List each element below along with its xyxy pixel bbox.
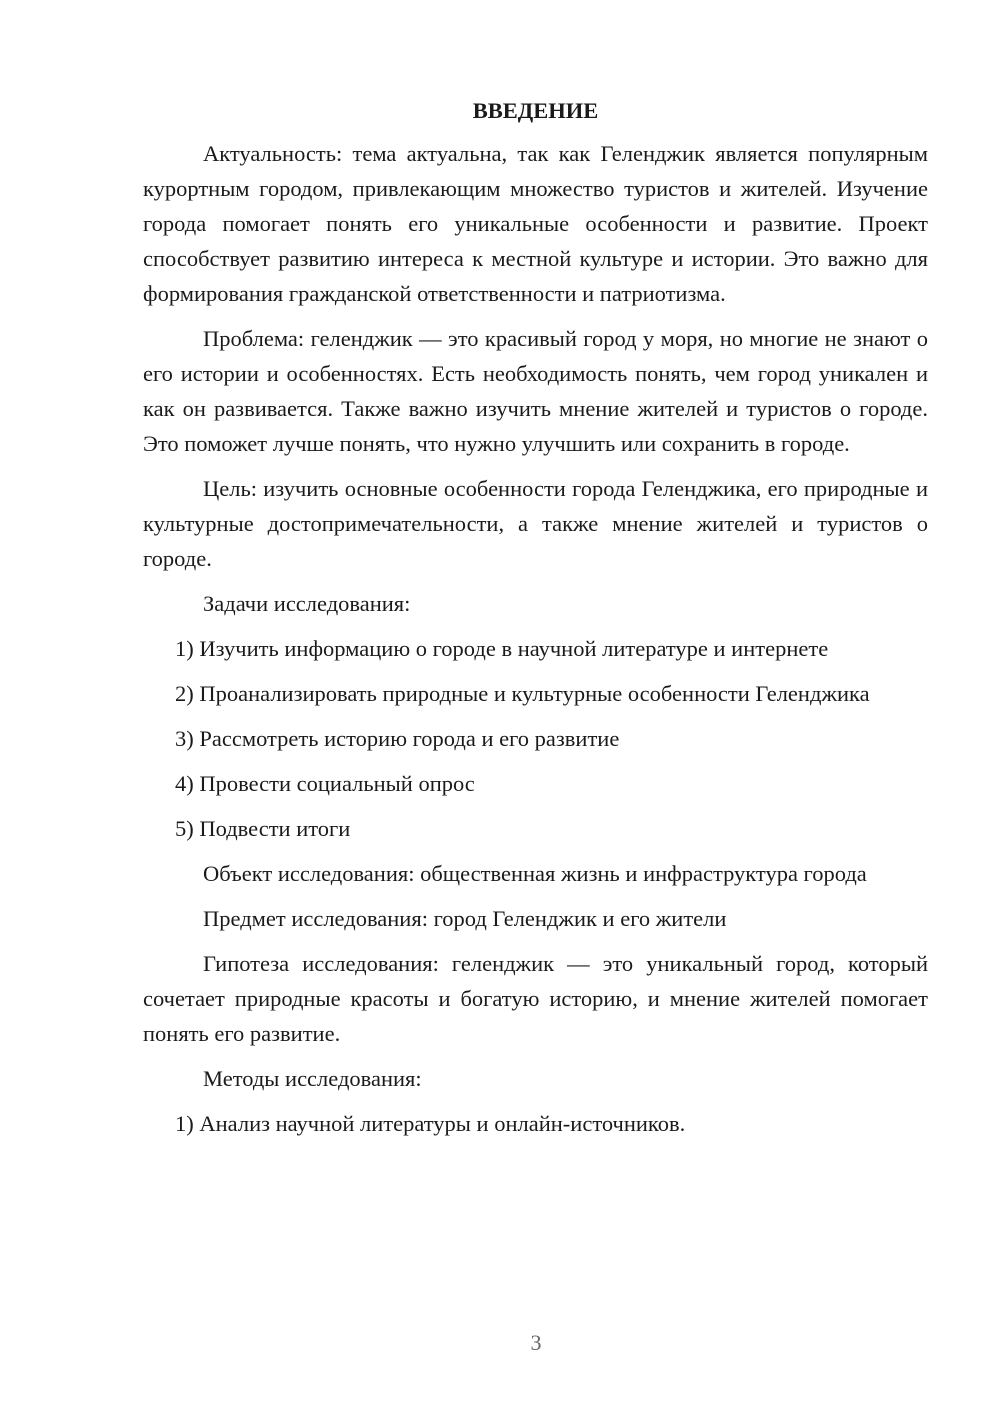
task-item-1: 1) Изучить информацию о городе в научной литературе и интернете bbox=[175, 636, 829, 661]
task-item-5: 5) Подвести итоги bbox=[175, 816, 351, 841]
task-item-3: 3) Рассмотреть историю города и его развитие bbox=[175, 726, 620, 751]
object-paragraph: Объект исследования: общественная жизнь и инфраструктура города bbox=[203, 861, 867, 886]
subject-paragraph: Предмет исследования: город Геленджик и его жители bbox=[203, 906, 727, 931]
relevance-paragraph: Актуальность: тема актуальна, так как Геленджик является популярным курортным городом, привлекающим множество туристов и жителей. Изучение города помогает понять его уникальные особенности и развитие. Проект способствует развитию интереса к местной культуре и истории. Это важно для формирования гражданской ответственности и патриотизма. bbox=[143, 141, 928, 306]
goal-paragraph: Цель: изучить основные особенности города Геленджика, его природные и культурные достопримечательности, а также мнение жителей и туристов о городе. bbox=[143, 476, 928, 571]
tasks-heading: Задачи исследования: bbox=[203, 591, 411, 616]
page-title: ВВЕДЕНИЕ bbox=[472, 98, 599, 123]
task-item-4: 4) Провести социальный опрос bbox=[175, 771, 475, 796]
problem-paragraph: Проблема: геленджик — это красивый город у моря, но многие не знают о его истории и особенностях. Есть необходимость понять, чем город уникален и как он развивается. Также важно изучить мнение жителей и туристов о городе. Это поможет лучше понять, что нужно улучшить или сохранить в городе. bbox=[143, 326, 928, 456]
hypothesis-paragraph: Гипотеза исследования: геленджик — это уникальный город, который сочетает природные красоты и богатую историю, и мнение жителей помогает понять его развитие. bbox=[143, 951, 928, 1046]
page-number: 3 bbox=[530, 1330, 542, 1355]
task-item-2: 2) Проанализировать природные и культурные особенности Геленджика bbox=[175, 681, 870, 706]
page-body bbox=[143, 96, 928, 1151]
method-item-1: 1) Анализ научной литературы и онлайн-источников. bbox=[175, 1111, 686, 1136]
methods-heading: Методы исследования: bbox=[203, 1066, 422, 1091]
